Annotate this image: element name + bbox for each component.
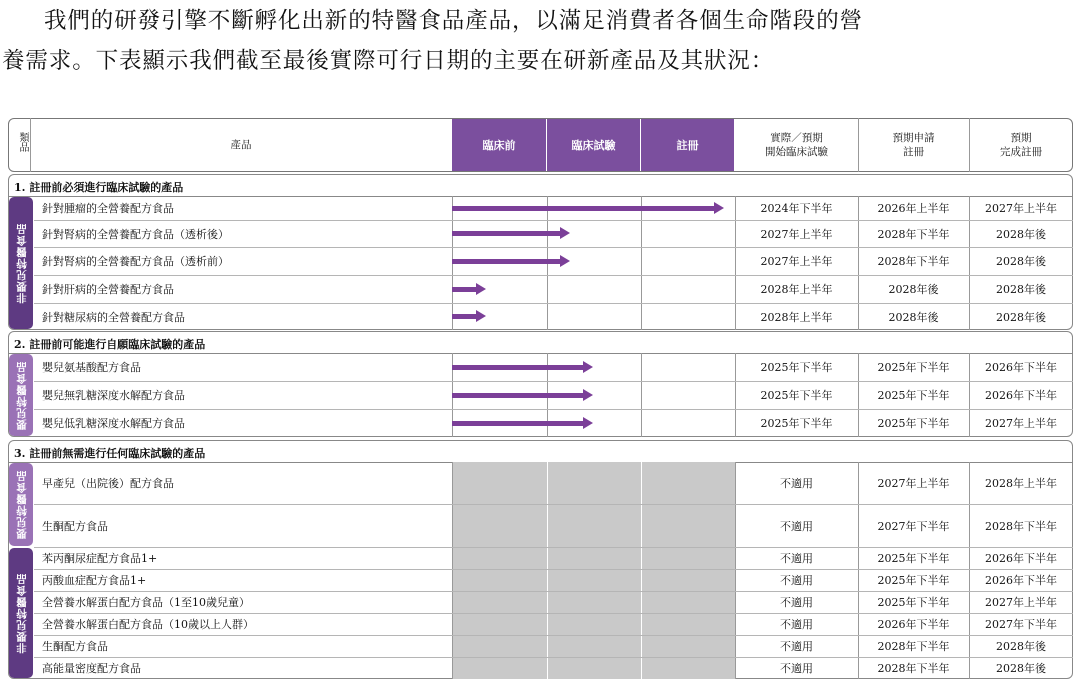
expected-apply-value: 2028年下半年 <box>877 640 950 653</box>
trial-start-value: 不適用 <box>780 596 813 609</box>
product-name: 全營養水解蛋白配方食品（10歲以上人群） <box>42 618 254 631</box>
header-product: 產品 <box>230 139 252 151</box>
expected-apply-value: 2025年下半年 <box>877 596 950 609</box>
section-divider <box>8 196 1073 197</box>
expected-apply-value: 2028年下半年 <box>877 662 950 675</box>
expected-complete-value: 2027年上半年 <box>985 202 1057 215</box>
row-divider <box>34 504 1073 505</box>
header-trial-start: 實際／預期 開始臨床試驗 <box>765 132 828 158</box>
header-expected-complete: 預期 完成註冊 <box>1000 132 1042 158</box>
product-name: 苯丙酮尿症配方食品1+ <box>42 552 158 565</box>
trial-start-value: 2024年下半年 <box>760 202 833 215</box>
expected-complete-value: 2026年下半年 <box>985 361 1057 374</box>
trial-start-value: 不適用 <box>780 618 813 631</box>
expected-complete-value: 2028年後 <box>996 255 1046 268</box>
expected-complete-value: 2026年下半年 <box>985 389 1057 402</box>
header-preclinical: 臨床前 <box>452 119 546 171</box>
column-divider <box>452 462 453 679</box>
column-divider <box>641 462 642 679</box>
row-divider <box>34 591 1073 592</box>
product-name: 嬰兒氨基酸配方食品 <box>42 361 141 374</box>
trial-start-value: 不適用 <box>780 477 813 490</box>
expected-apply-value: 2028年下半年 <box>877 227 950 241</box>
section-title: 3. 註冊前無需進行任何臨床試驗的產品 <box>14 447 206 460</box>
expected-apply-value: 2028年下半年 <box>877 255 950 268</box>
row-divider <box>34 381 1073 382</box>
trial-start-value: 2027年上半年 <box>760 227 833 241</box>
progress-arrow <box>452 206 715 211</box>
expected-complete-value: 2028年下半年 <box>985 519 1057 533</box>
row-divider <box>34 547 1073 548</box>
category-label <box>9 548 33 678</box>
product-name: 針對腫瘤的全營養配方食品 <box>42 202 174 215</box>
header-registration: 註冊 <box>641 119 734 171</box>
expected-complete-value: 2026年下半年 <box>985 574 1057 587</box>
trial-start-value: 不適用 <box>780 519 813 533</box>
not-applicable-shading <box>452 462 735 679</box>
expected-complete-value: 2026年下半年 <box>985 552 1057 565</box>
expected-apply-value: 2027年下半年 <box>877 519 950 533</box>
expected-complete-value: 2028年後 <box>996 283 1046 296</box>
expected-apply-value: 2028年後 <box>888 310 939 324</box>
expected-complete-value: 2028年後 <box>996 227 1046 241</box>
row-divider <box>34 657 1073 658</box>
product-name: 針對腎病的全營養配方食品（透析後） <box>42 227 229 241</box>
progress-arrow <box>452 231 561 236</box>
header-clinical-trial: 臨床試驗 <box>547 119 640 171</box>
expected-complete-value: 2027年下半年 <box>985 618 1057 631</box>
expected-apply-value: 2025年下半年 <box>877 552 950 565</box>
product-name: 早產兒（出院後）配方食品 <box>42 477 174 490</box>
product-name: 生酮配方食品 <box>42 640 108 653</box>
progress-arrow <box>452 287 477 292</box>
row-divider <box>34 635 1073 636</box>
category-text: 嬰兒特醫食品 <box>15 470 28 539</box>
product-name: 嬰兒低乳糖深度水解配方食品 <box>42 417 185 430</box>
product-name: 針對腎病的全營養配方食品（透析前） <box>42 255 229 268</box>
column-divider <box>641 353 642 437</box>
header-expected-apply: 預期申請 註冊 <box>892 132 935 158</box>
row-divider <box>34 275 1073 276</box>
trial-start-value: 2028年上半年 <box>760 283 833 296</box>
product-name: 生酮配方食品 <box>42 519 108 533</box>
product-name: 丙酸血症配方食品1+ <box>42 574 147 587</box>
column-divider <box>547 462 548 679</box>
expected-apply-value: 2026年下半年 <box>877 618 950 631</box>
pipeline-table <box>8 118 1073 680</box>
expected-apply-value: 2025年下半年 <box>877 361 950 374</box>
product-name: 針對肝病的全營養配方食品 <box>42 283 174 296</box>
trial-start-value: 2027年上半年 <box>760 255 833 268</box>
section-title: 1. 註冊前必須進行臨床試驗的產品 <box>14 181 184 194</box>
expected-apply-value: 2026年上半年 <box>877 202 950 215</box>
product-name: 針對糖尿病的全營養配方食品 <box>42 310 185 324</box>
expected-apply-value: 2027年上半年 <box>877 477 950 490</box>
category-label <box>9 354 33 436</box>
progress-arrow <box>452 365 584 370</box>
category-text: 嬰兒特醫食品 <box>15 360 28 430</box>
expected-complete-value: 2028年上半年 <box>985 477 1057 490</box>
category-text: 非嬰兒特醫食品 <box>15 572 28 654</box>
trial-start-value: 2028年上半年 <box>760 310 833 324</box>
intro-line-1: 我們的研發引擎不斷孵化出新的特醫食品產品，以滿足消費者各個生命階段的營 <box>44 8 864 34</box>
trial-start-value: 不適用 <box>780 640 813 653</box>
category-text: 非嬰兒特醫食品 <box>15 222 28 304</box>
section-box <box>8 174 1073 330</box>
intro-line-2: 養需求。下表顯示我們截至最後實際可行日期的主要在研新產品及其狀況： <box>2 48 775 74</box>
section-title: 2. 註冊前可能進行自願臨床試驗的產品 <box>14 338 206 351</box>
row-divider <box>34 613 1073 614</box>
product-name: 嬰兒無乳糖深度水解配方食品 <box>42 389 185 402</box>
trial-start-value: 不適用 <box>780 662 813 675</box>
header-category: 類品 <box>17 132 28 152</box>
expected-complete-value: 2028年後 <box>996 662 1046 675</box>
trial-start-value: 2025年下半年 <box>760 417 833 430</box>
column-divider <box>641 196 642 330</box>
trial-start-value: 不適用 <box>780 552 813 565</box>
progress-arrow <box>452 259 561 264</box>
trial-start-value: 2025年下半年 <box>760 361 833 374</box>
expected-complete-value: 2028年後 <box>996 640 1046 653</box>
category-label <box>9 197 33 329</box>
row-divider <box>34 409 1073 410</box>
product-name: 全營養水解蛋白配方食品（1至10歲兒童） <box>42 596 250 609</box>
progress-arrow <box>452 393 584 398</box>
expected-apply-value: 2025年下半年 <box>877 574 950 587</box>
row-divider <box>34 247 1073 248</box>
row-divider <box>34 303 1073 304</box>
section-divider <box>8 353 1073 354</box>
expected-complete-value: 2028年後 <box>996 310 1046 324</box>
trial-start-value: 2025年下半年 <box>760 389 833 402</box>
trial-start-value: 不適用 <box>780 574 813 587</box>
progress-arrow <box>452 314 477 319</box>
expected-apply-value: 2025年下半年 <box>877 417 950 430</box>
row-divider <box>34 569 1073 570</box>
category-label <box>9 463 33 546</box>
progress-arrow <box>452 421 584 426</box>
expected-apply-value: 2028年後 <box>888 283 939 296</box>
expected-complete-value: 2027年上半年 <box>985 596 1057 609</box>
expected-apply-value: 2025年下半年 <box>877 389 950 402</box>
row-divider <box>34 220 1073 221</box>
expected-complete-value: 2027年上半年 <box>985 417 1057 430</box>
product-name: 高能量密度配方食品 <box>42 662 141 675</box>
